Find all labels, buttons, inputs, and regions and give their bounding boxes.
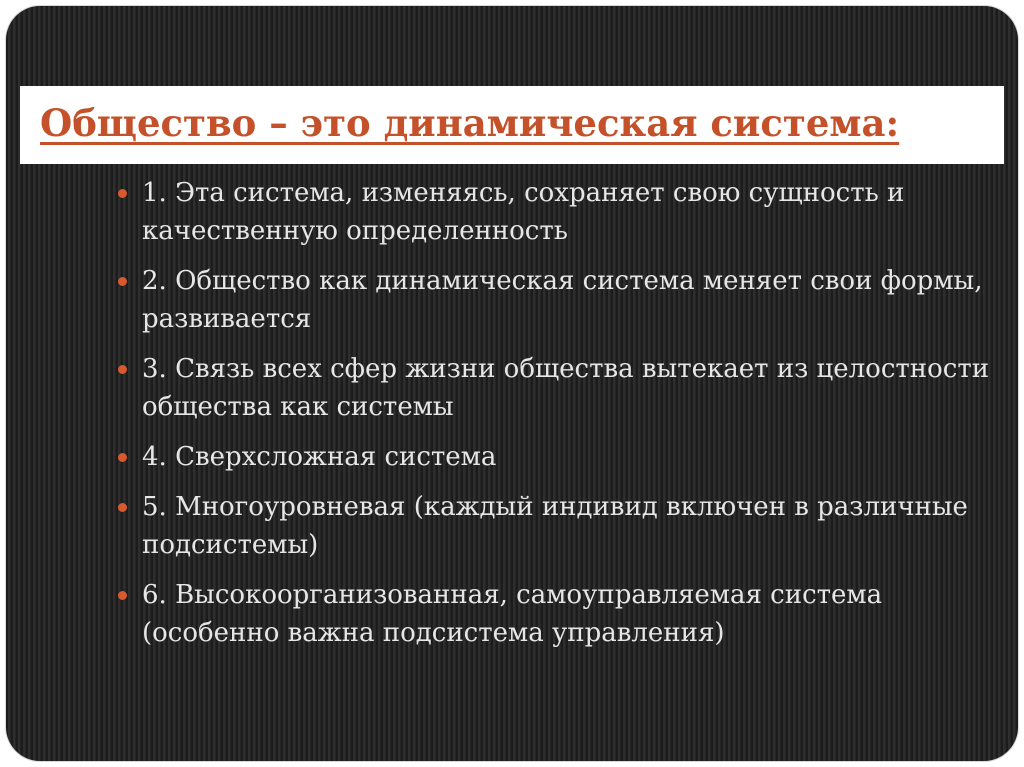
list-item — [114, 350, 994, 426]
bullet-dot-icon — [118, 365, 127, 374]
bullet-text: 5. Многоуровневая (каждый индивид включен в различные подсистемы) — [142, 492, 968, 560]
bullet-text: 2. Общество как динамическая система меняет свои формы, развивается — [142, 266, 983, 334]
bullet-list — [114, 174, 994, 664]
list-item — [114, 576, 994, 652]
bullet-text: 1. Эта система, изменяясь, сохраняет свою сущность и качественную определенность — [142, 178, 905, 246]
bullet-dot-icon — [118, 591, 127, 600]
bullet-dot-icon — [118, 503, 127, 512]
slide-title: Общество – это динамическая система: — [40, 101, 900, 145]
bullet-text: 4. Сверхсложная система — [142, 442, 497, 472]
bullet-text: 6. Высокоорганизованная, самоуправляемая система (особенно важна подсистема управления) — [142, 580, 883, 648]
title-band — [20, 86, 1004, 164]
list-item — [114, 488, 994, 564]
bullet-dot-icon — [118, 277, 127, 286]
bullet-text: 3. Связь всех сфер жизни общества вытекает из целостности общества как системы — [142, 354, 990, 422]
slide — [6, 6, 1018, 761]
list-item — [114, 438, 994, 476]
list-item — [114, 174, 994, 250]
list-item — [114, 262, 994, 338]
bullet-dot-icon — [118, 189, 127, 198]
bullet-dot-icon — [118, 453, 127, 462]
